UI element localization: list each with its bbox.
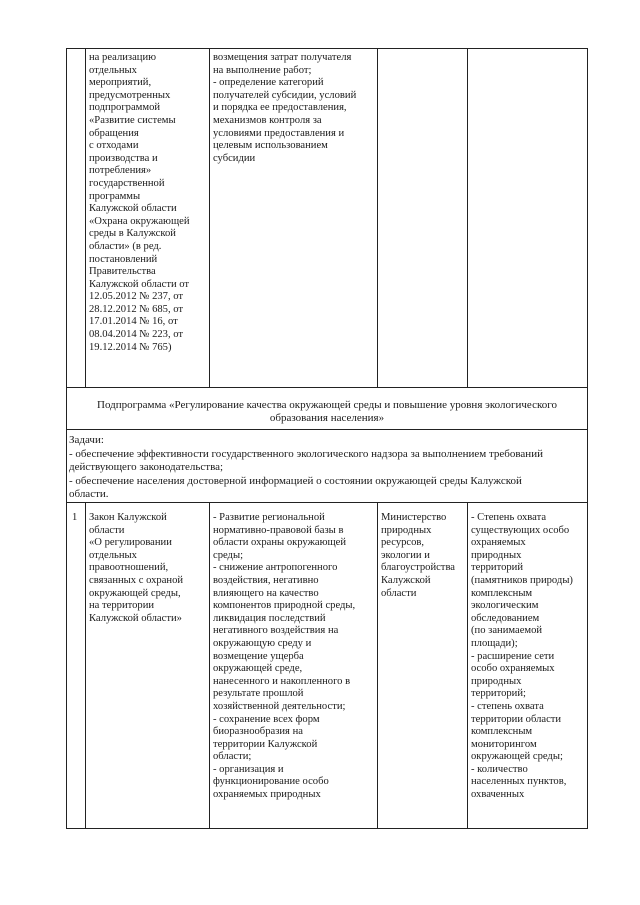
col-border-1-row1 <box>85 502 86 829</box>
col-border-right <box>587 48 588 829</box>
table-top-border <box>66 48 588 49</box>
col-border-1 <box>85 48 86 388</box>
col-border-left <box>66 48 67 829</box>
col-border-4-row1 <box>467 502 468 829</box>
col-border-3-row1 <box>377 502 378 829</box>
col-border-2 <box>209 48 210 388</box>
tasks-text: Задачи: - обеспечение эффективности государственного экологического надзора за выполнением требований действующего законодательства; - обеспечение населения достоверной информацией о состоянии окружающей среды Калужской области. <box>69 434 543 501</box>
continued-goals-cell: возмещения затрат получателя на выполнение работ; - определение категорий получателей субсидии, условий и порядка ее предоставления, механизмов контроля за условиями предоставления и целевым использованием субсидии <box>213 52 357 164</box>
row-divider-continued-end <box>66 387 588 388</box>
row1-number: 1 <box>72 512 78 523</box>
col-border-3 <box>377 48 378 388</box>
col-border-4 <box>467 48 468 388</box>
continued-name-cell: на реализацию отдельных мероприятий, предусмотренных подпрограммой «Развитие системы обращения с отходами производства и потребления» государственной программы Калужской области «Охрана окружающей среды в Калужской области» (в ред. постановлений Правительства Калужской области от 12.05.2012 № 237, от 28.12.2012 № 685, от 17.01.2014 № 16, от 08.04.2014 № 223, от 19.12.2014 № 765) <box>89 52 190 353</box>
col-border-2-row1 <box>209 502 210 829</box>
row1-indicators-cell: - Степень охвата существующих особо охраняемых природных территорий (памятников природы) комплексным экологическим обследованием (по занимаемой площади); - расширение сети особо охраняемых природных территорий; - степень охвата территории области комплексным мониторингом окружающей среды; - количество населенных пунктов, охваченных <box>471 512 573 801</box>
row1-name-cell: Закон Калужской области «О регулировании отдельных правоотношений, связанных с охраной окружающей среды, на территории Калужской области» <box>89 512 184 624</box>
row-divider-subprogram-end <box>66 429 588 430</box>
subprogram-title: Подпрограмма «Регулирование качества окружающей среды и повышение уровня экологического образования населения» <box>97 399 557 424</box>
row-divider-tasks-end <box>66 502 588 503</box>
table-bottom-border <box>66 828 588 829</box>
row1-goals-cell: - Развитие региональной нормативно-правовой базы в области охраны окружающей среды; - снижение антропогенного воздействия, негативно влияющего на качество компонентов природной среды, ликвидация последствий негативного воздействия на окружающую среду и возмещение ущерба окружающей среде, нанесенного и накопленного в результате прошлой хозяйственной деятельности; - сохранение всех форм биоразнообразия на территории Калужской области; - организация и функционирование особо охраняемых природных <box>213 512 356 801</box>
row1-executor-cell: Министерство природных ресурсов, экологии и благоустройства Калужской области <box>381 512 456 599</box>
